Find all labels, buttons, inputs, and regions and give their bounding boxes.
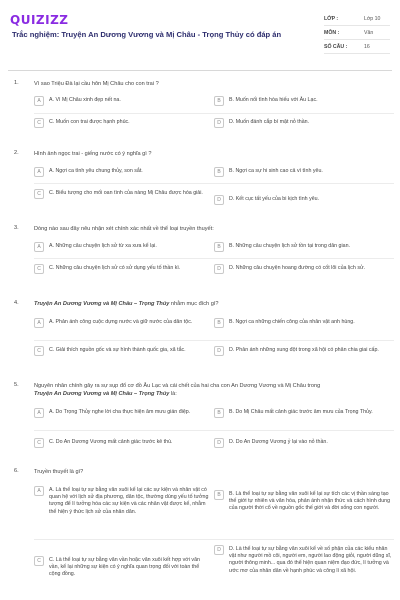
question-text: Hình ảnh ngọc trai - giếng nước có ý nghĩa gì ? xyxy=(34,151,152,157)
option-text: D. Kết cục tất yếu của bi kịch tình yêu. xyxy=(229,196,320,202)
question-text xyxy=(34,300,379,308)
option-text: B. Những câu chuyện lịch sử tồn tại trong dân gian. xyxy=(229,243,351,249)
option-b[interactable] xyxy=(214,318,392,328)
option-letter-box: C xyxy=(34,556,44,566)
option-c[interactable] xyxy=(34,438,209,448)
option-text: A. Ngợi ca tình yêu chung thủy, son sắt. xyxy=(49,168,143,174)
option-b[interactable] xyxy=(214,490,392,513)
question-number: 4. xyxy=(14,300,19,306)
option-letter-box: C xyxy=(34,438,44,448)
option-text: B. Là thể loại tự sự bằng văn xuôi kể lại sự tích các vị thần sáng tạo thế giới tự nhiên và văn hóa, phản ánh nhận thức và cách hình dung của người thời cổ về nguồn gốc thế giới và đời sống con người. xyxy=(229,491,391,512)
option-letter-box: D xyxy=(214,346,224,356)
option-c[interactable] xyxy=(34,346,209,356)
option-d[interactable] xyxy=(214,346,392,356)
option-letter-box: B xyxy=(214,318,224,328)
option-b[interactable] xyxy=(214,242,392,252)
page-title: Trắc nghiệm: Truyện An Dương Vương và Mị Châu - Trọng Thủy có đáp án xyxy=(12,30,282,39)
question-text: Truyền thuyết là gì? xyxy=(34,469,84,475)
option-text: C. Do An Dương Vương mất cảnh giác trước kẻ thù. xyxy=(49,439,173,445)
option-d[interactable] xyxy=(214,195,392,205)
question-text-emphasis: Truyện An Dương Vương và Mị Châu – Trọng Thủy xyxy=(34,301,170,307)
question-text: Dòng nào sau đây nêu nhận xét chính xác nhất về thể loại truyền thuyết: xyxy=(34,226,214,232)
option-d[interactable] xyxy=(214,118,392,128)
option-text: D. Những câu chuyện hoang đường có cốt lõi của lịch sử. xyxy=(229,265,366,271)
option-text: A. Những câu chuyện lịch sử từ xa xưa kể lại. xyxy=(49,243,157,249)
question-number: 1. xyxy=(14,80,19,86)
option-a[interactable] xyxy=(34,167,209,177)
option-divider xyxy=(34,539,394,540)
option-letter-box: D xyxy=(214,438,224,448)
meta-key: MÔN : xyxy=(324,29,340,36)
option-text: A. Phản ánh công cuộc dựng nước và giữ nước của dân tộc. xyxy=(49,319,193,325)
option-a[interactable] xyxy=(34,318,209,328)
option-text: C. Giải thích nguồn gốc và sự hình thành quốc gia, xã tắc. xyxy=(49,347,186,353)
option-text: C. Những câu chuyện lịch sử có sử dụng yếu tố thần kì. xyxy=(49,265,181,271)
option-letter-box: A xyxy=(34,167,44,177)
question-text xyxy=(34,382,379,398)
meta-row-count xyxy=(324,40,390,54)
meta-info xyxy=(324,12,390,54)
option-letter-box: C xyxy=(34,189,44,199)
question-text-rest: là: xyxy=(169,391,177,397)
option-letter-box: A xyxy=(34,408,44,418)
option-letter-box: D xyxy=(214,264,224,274)
question-text: Vì sao Triệu Đà lại cầu hôn Mị Châu cho con trai ? xyxy=(34,81,159,87)
question-number: 2. xyxy=(14,150,19,156)
meta-row-subject xyxy=(324,26,390,40)
option-letter-box: D xyxy=(214,545,224,555)
option-text: B. Ngợi ca sự hi sinh cao cả vì tình yêu. xyxy=(229,168,323,174)
option-text: C. Biểu tượng cho mối oan tình của nàng Mị Châu được hóa giải. xyxy=(49,190,203,196)
meta-key: LỚP : xyxy=(324,15,339,22)
option-d[interactable] xyxy=(214,264,392,274)
option-letter-box: B xyxy=(214,242,224,252)
question-text-emphasis: Truyện An Dương Vương và Mị Châu – Trọng Thủy xyxy=(34,391,170,397)
question-number: 6. xyxy=(14,468,19,474)
quizizz-logo: QUIZIZZ xyxy=(10,13,69,27)
option-letter-box: C xyxy=(34,346,44,356)
question-number: 3. xyxy=(14,225,19,231)
option-b[interactable] xyxy=(214,408,392,418)
option-letter-box: A xyxy=(34,96,44,106)
option-d[interactable] xyxy=(214,438,392,448)
option-text: D. Là thể loại tự sự bằng văn xuôi kể về số phận của các kiểu nhân vật như người mồ côi, người em, người lao động giỏi, người dũng sĩ, người thông minh... qua đó thể hiện quan niệm đạo đức, lí tưởng và ước mơ của nhân dân về hạnh phúc và công lí xã hội. xyxy=(229,546,392,574)
meta-value: Lớp 10 xyxy=(364,15,381,22)
option-text: D. Muốn đánh cắp bí mật nỏ thần. xyxy=(229,119,310,125)
option-c[interactable] xyxy=(34,556,209,579)
option-c[interactable] xyxy=(34,118,209,128)
option-text: A. Vì Mị Châu xinh đẹp nết na. xyxy=(49,97,121,103)
option-letter-box: C xyxy=(34,118,44,128)
option-letter-box: B xyxy=(214,167,224,177)
meta-key: SỐ CÂU : xyxy=(324,43,348,50)
meta-value: Văn xyxy=(364,29,374,36)
option-divider xyxy=(34,258,394,259)
option-text: C. Muốn con trai được hạnh phúc. xyxy=(49,119,130,125)
option-a[interactable] xyxy=(34,96,209,106)
option-divider xyxy=(34,113,394,114)
question-text-line: Nguyên nhân chính gây ra sự sụp đổ cơ đồ Âu Lạc và cái chết của hai cha con An Dương Vương và Mị Châu trong xyxy=(34,383,321,389)
option-letter-box: A xyxy=(34,318,44,328)
option-divider xyxy=(34,183,394,184)
question-number: 5. xyxy=(14,382,19,388)
option-divider xyxy=(34,340,394,341)
option-text: B. Ngợi ca những chiến công của nhân vật anh hùng. xyxy=(229,319,355,325)
option-letter-box: D xyxy=(214,118,224,128)
option-text: A. Do Trọng Thủy nghe lời cha thực hiện âm mưu gián điệp. xyxy=(49,409,191,415)
question-text-rest: nhằm mục đích gì? xyxy=(169,301,219,307)
meta-value: 16 xyxy=(364,43,370,50)
option-text: C. Là thể loại tự sự bằng văn vần hoặc văn xuôi kết hợp với văn vần, kể lại những sự kiện có ý nghĩa quan trọng đối với toàn thể cộng đồng. xyxy=(49,557,200,578)
option-letter-box: B xyxy=(214,490,224,500)
option-c[interactable] xyxy=(34,264,209,274)
option-letter-box: B xyxy=(214,408,224,418)
option-divider xyxy=(34,430,394,431)
option-b[interactable] xyxy=(214,96,392,106)
option-a[interactable] xyxy=(34,486,209,516)
option-letter-box: D xyxy=(214,195,224,205)
option-text: B. Muốn nối tình hòa hiếu với Âu Lạc. xyxy=(229,97,318,103)
option-a[interactable] xyxy=(34,408,209,418)
option-letter-box: A xyxy=(34,242,44,252)
option-b[interactable] xyxy=(214,167,392,177)
option-letter-box: C xyxy=(34,264,44,274)
header-divider xyxy=(8,70,392,71)
option-text: D. Phản ánh những xung đột trong xã hội có phân chia giai cấp. xyxy=(229,347,379,353)
option-text: B. Do Mị Châu mất cảnh giác trước âm mưu của Trọng Thủy. xyxy=(229,409,373,415)
option-letter-box: B xyxy=(214,96,224,106)
option-c[interactable] xyxy=(34,189,209,199)
meta-row-class xyxy=(324,12,390,26)
option-text: A. Là thể loại tự sự bằng văn xuôi kể lại các sự kiện và nhân vật có quan hệ với lịch sử địa phương, dân tộc, thường dùng yếu tố tưởng tượng để lí tưởng hóa các sự kiện và các nhân vật được kể, nhằm thể hiện ý thức lịch sử của nhân dân. xyxy=(49,487,209,515)
option-letter-box: A xyxy=(34,486,44,496)
option-a[interactable] xyxy=(34,242,209,252)
option-d[interactable] xyxy=(214,545,392,575)
option-text: D. Do An Dương Vương ỷ lại vào nỏ thần. xyxy=(229,439,328,445)
